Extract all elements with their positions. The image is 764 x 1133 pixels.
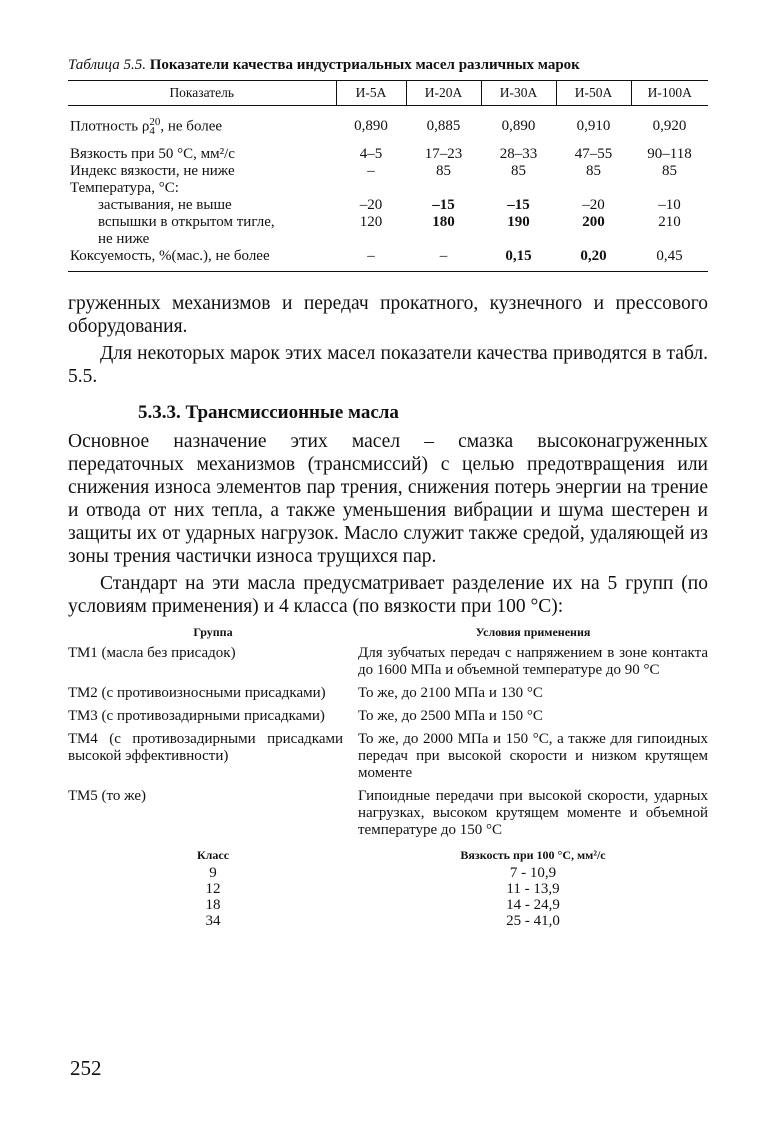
table-cell: 0,20 bbox=[556, 248, 631, 272]
class-number: 34 bbox=[205, 913, 221, 929]
table-cell: 0,15 bbox=[481, 248, 556, 272]
groups-header bbox=[68, 624, 708, 641]
class-number: 12 bbox=[205, 881, 221, 897]
groups-header-group: Группа bbox=[193, 625, 233, 639]
group-conditions: То же, до 2500 МПа и 150 °С bbox=[358, 708, 543, 724]
class-viscosity: 14 - 24,9 bbox=[506, 897, 560, 913]
page bbox=[68, 56, 708, 929]
table-cell: 85 bbox=[662, 163, 677, 179]
table-caption-label: Таблица 5.5. bbox=[68, 57, 146, 73]
table-cell: 0,45 bbox=[631, 248, 708, 272]
classes-header-viscosity: Вязкость при 100 °С, мм²/с bbox=[460, 848, 606, 862]
table-cell: 190 bbox=[507, 214, 530, 230]
page-number: 252 bbox=[70, 1056, 102, 1080]
table-cell: 210 bbox=[658, 214, 681, 230]
table-cell: 120 bbox=[359, 214, 383, 230]
table-header-row bbox=[68, 81, 708, 106]
class-viscosity: 7 - 10,9 bbox=[509, 865, 557, 881]
classes-header bbox=[68, 847, 708, 863]
table-cell: 90–118 bbox=[647, 146, 692, 162]
header-indicator: Показатель bbox=[68, 81, 336, 106]
header-i100a: И-100А bbox=[631, 81, 708, 106]
paragraph-table-ref: Для некоторых марок этих масел показатели качества приводятся в табл. 5.5. bbox=[68, 343, 708, 387]
groups-list bbox=[68, 624, 708, 839]
group-conditions: Для зубчатых передач с напряжением в зоне контакта до 1600 МПа и объемной температуре до 90 °С bbox=[358, 645, 708, 678]
table-row-flash-point bbox=[68, 214, 708, 248]
paragraph-standard: Стандарт на эти масла предусматривает разделение их на 5 групп (по условиям применения) и 4 класса (по вязкости при 100 °С): bbox=[68, 573, 708, 617]
table-cell: –15 bbox=[507, 197, 530, 213]
list-item bbox=[68, 685, 708, 702]
group-name: ТМ3 (с противозадирными присадками) bbox=[68, 708, 325, 724]
paragraph-purpose: Основное назначение этих масел – смазка высоконагруженных передаточных механизмов (трансмиссий) с целью предотвращения или снижения износа элементов пар трения, снижения потерь энергии на трение и отвода от них тепла, а также уменьшения вибрации и шума шестерен и защиты их от ударных нагрузок. Масло служит также средой, удаляющей из зоны трения частички износа трущихся пар. bbox=[68, 431, 708, 567]
table-caption-text: Показатели качества индустриальных масел различных марок bbox=[149, 57, 580, 73]
table-cell: 17–23 bbox=[424, 146, 463, 162]
list-item bbox=[68, 881, 708, 897]
list-item bbox=[68, 913, 708, 929]
group-name: ТМ4 (с противозадирными присадками высокой эффективности) bbox=[68, 731, 343, 764]
list-item bbox=[68, 865, 708, 881]
group-conditions: Гипоидные передачи при высокой скорости, ударных нагрузках, высоком крутящем моменте и объемной температуре до 150 °С bbox=[358, 788, 708, 838]
table-cell: 85 bbox=[586, 163, 601, 179]
group-conditions: То же, до 2000 МПа и 150 °С, а также для гипоидных передач при высокой скорости и низком крутящем моменте bbox=[358, 731, 708, 781]
header-i30a: И-30А bbox=[481, 81, 556, 106]
list-item bbox=[68, 897, 708, 913]
table-cell: 0,920 bbox=[652, 118, 687, 134]
table-cell: –20 bbox=[359, 197, 383, 213]
table-cell: 85 bbox=[436, 163, 451, 179]
table-cell: 0,890 bbox=[354, 118, 388, 134]
table-row-pour-point bbox=[68, 197, 708, 214]
group-name: ТМ5 (то же) bbox=[68, 788, 146, 804]
row-label: застывания, не выше bbox=[98, 197, 232, 213]
table-row-coking bbox=[68, 248, 708, 272]
header-i50a: И-50А bbox=[556, 81, 631, 106]
class-number: 9 bbox=[209, 865, 217, 881]
list-item bbox=[68, 788, 708, 839]
class-viscosity: 25 - 41,0 bbox=[506, 913, 560, 929]
classes-header-class: Класс bbox=[196, 848, 230, 862]
table-cell: 47–55 bbox=[574, 146, 613, 162]
row-label: Температура, °С: bbox=[70, 180, 179, 196]
table-cell: 85 bbox=[511, 163, 526, 179]
header-i20a: И-20А bbox=[406, 81, 481, 106]
table-caption bbox=[68, 56, 708, 74]
table-cell: 200 bbox=[582, 214, 605, 230]
quality-table bbox=[68, 80, 708, 272]
table-cell: 0,885 bbox=[426, 118, 461, 134]
table-row-viscosity bbox=[68, 136, 708, 163]
groups-header-conditions: Условия применения bbox=[475, 625, 591, 639]
classes-list bbox=[68, 847, 708, 929]
list-item bbox=[68, 731, 708, 782]
table-cell: 28–33 bbox=[499, 146, 538, 162]
row-label: Индекс вязкости, не ниже bbox=[70, 163, 235, 179]
table-cell: –15 bbox=[432, 197, 455, 213]
group-conditions: То же, до 2100 МПа и 130 °С bbox=[358, 685, 543, 701]
table-cell: 0,910 bbox=[576, 118, 611, 134]
row-label: Вязкость при 50 °С, мм²/с bbox=[70, 146, 235, 162]
header-i5a: И-5А bbox=[336, 81, 406, 106]
table-cell: 0,890 bbox=[501, 118, 536, 134]
group-name: ТМ2 (с противоизносными присадками) bbox=[68, 685, 326, 701]
section-title: 5.3.3. Трансмиссионные масла bbox=[138, 402, 399, 423]
table-cell: –10 bbox=[658, 197, 681, 213]
table-cell: – bbox=[406, 248, 481, 272]
row-label: вспышки в открытом тигле, не ниже bbox=[98, 214, 275, 247]
table-cell: 4–5 bbox=[359, 146, 383, 162]
group-name: ТМ1 (масла без присадок) bbox=[68, 645, 236, 661]
row-label: Коксуемость, %(мас.), не более bbox=[68, 248, 336, 272]
table-row-temperature bbox=[68, 180, 708, 197]
table-row-density bbox=[68, 106, 708, 137]
table-cell: – bbox=[367, 163, 375, 179]
row-label: Плотность ρ 20 4 , не более bbox=[70, 116, 223, 137]
table-row-viscosity-index bbox=[68, 163, 708, 180]
table-cell: – bbox=[336, 248, 406, 272]
list-item bbox=[68, 645, 708, 679]
list-item bbox=[68, 708, 708, 725]
class-number: 18 bbox=[205, 897, 221, 913]
table-cell: –20 bbox=[582, 197, 605, 213]
table-cell: 180 bbox=[432, 214, 455, 230]
paragraph-continuation: груженных механизмов и передач прокатного, кузнечного и прессового оборудования. bbox=[68, 293, 708, 337]
class-viscosity: 11 - 13,9 bbox=[506, 881, 560, 897]
